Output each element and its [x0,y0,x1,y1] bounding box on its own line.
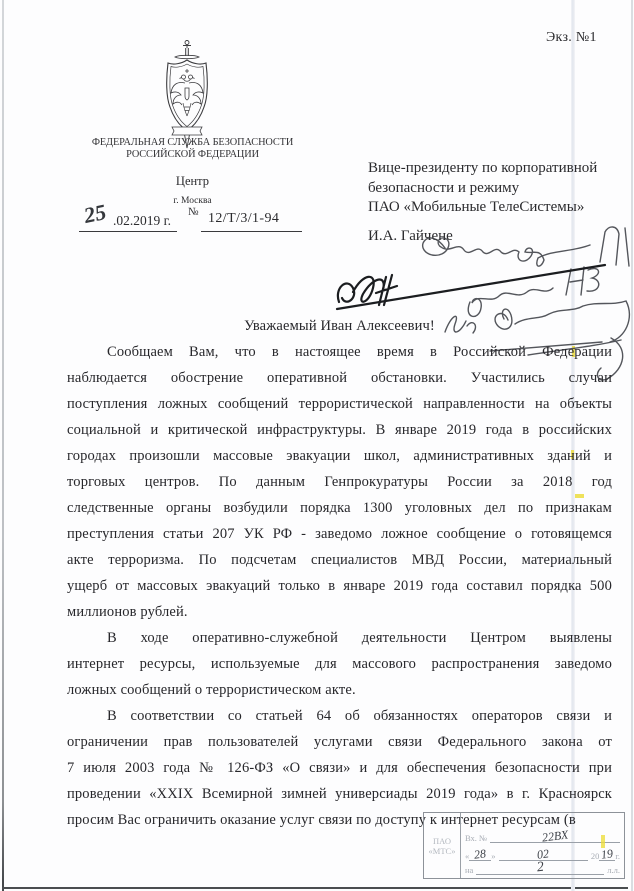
stamp-in-label: Вх. № [465,833,488,843]
stamp-org-line2: «МТС» [428,845,456,856]
body-line: социальной и критической инфраструктуры. В январе 2019 года в российских [67,422,612,438]
handwritten-date-day: 25 [81,198,109,229]
paragraph [67,625,612,703]
body-line: В ходе оперативно-служебной деятельности Центром выявлены [107,630,612,646]
date-printed: .02.2019 г. [113,213,172,228]
highlighter-mark [601,835,605,848]
addressee-line: ПАО «Мобильные ТелеСистемы» [368,199,585,215]
stamp-sheets-line [476,858,604,875]
body-line: следственные органы возбудили порядка 1300 уголовных дел по признакам [67,500,612,516]
stamp-year: 19 [600,846,615,862]
addressee-lines [368,159,608,218]
addressee-line: безопасности и режиму [368,179,520,196]
stamp-sheets-value: 2 [535,859,545,876]
body-line: В соответствии со статьей 64 об обязанностях операторов связи и [107,708,612,724]
fsb-emblem-icon [163,39,211,149]
body-line: акте терроризма. По подсчетам специалистов МВД России, материальный [67,552,612,568]
stamp-sheets-suffix: л.л. [607,865,620,875]
stamp-day: 28 [473,846,487,862]
body-line: наблюдается обострение оперативной обстановки. Участились случаи [67,370,612,386]
letter-body [67,313,612,833]
body-line: интернет ресурсы, используемые для массового распространения заведомо [67,656,612,672]
body-line: 7 июля 2003 года № 126-ФЗ «О связи» и для обеспечения безопасности при [67,760,612,776]
body-line: ограничении прав пользователей услугами связи Федерального закона от [67,734,612,750]
body-line: преступления статьи 207 УК РФ - заведомо ложное сообщение о готовящемся [67,526,612,542]
stamp-fields [461,813,624,878]
stamp-month: 02 [536,846,550,862]
stamp-sheets-label: на [465,865,474,875]
addressee-line: Вице-президенту по корпоративной [368,160,598,176]
body-line: проведении «XXIX Всемирной зимней универсиады 2019 года» в г. Красноярск [67,786,612,802]
incoming-stamp [423,812,625,879]
paragraph [67,339,612,625]
stamp-org-line1: ПАО [433,835,451,846]
body-line: миллионов рублей. [67,604,188,620]
body-line: просим Вас ограничить оказание услуг связи по доступу к интернет ресурсам (в [67,812,576,828]
stamp-quote-close: » [491,851,496,861]
body-line: торговых центров. По данным Генпрокуратуры России за 2018 год [67,474,612,490]
body-line: городах произошли массовые эвакуации школ, административных зданий и [67,448,612,464]
number-sign: № [188,206,199,218]
stamp-org [424,813,461,878]
date-underline [79,231,177,232]
stamp-century: 20 [590,851,600,861]
stamp-year-suffix: г. [615,851,620,861]
copy-number: Экз. №1 [546,30,597,45]
number-underline [201,231,302,232]
body-line: поступления ложных сообщений террористической направленности на объекты [67,396,612,412]
stamp-quote-open: « [465,851,470,861]
scan-edge-right [631,0,633,891]
org-name-line2: РОССИЙСКОЙ ФЕДЕРАЦИИ [126,149,259,160]
org-unit: Центр [175,174,210,188]
org-city: г. Москва [173,196,212,206]
scan-edge-bottom [2,887,628,889]
document-number: 12/Т/3/1-94 [208,211,280,226]
salutation: Уважаемый Иван Алексеевич! [244,318,435,334]
body-line: Сообщаем Вам, что в настоящее время в Российской Федерации [107,344,612,360]
stamp-in-value: 22ВХ [541,827,569,845]
body-paragraphs [67,339,612,833]
body-line: ложных сообщений о террористическом акте. [67,682,356,698]
org-name-line1: ФЕДЕРАЛЬНАЯ СЛУЖБА БЕЗОПАСНОСТИ [91,137,294,148]
scan-edge-left [2,0,4,891]
body-line: ущерб от массовых эвакуаций только в январе 2019 года составил порядка 500 [67,578,612,594]
addressee-name: И.А. Гайчене [368,228,453,244]
